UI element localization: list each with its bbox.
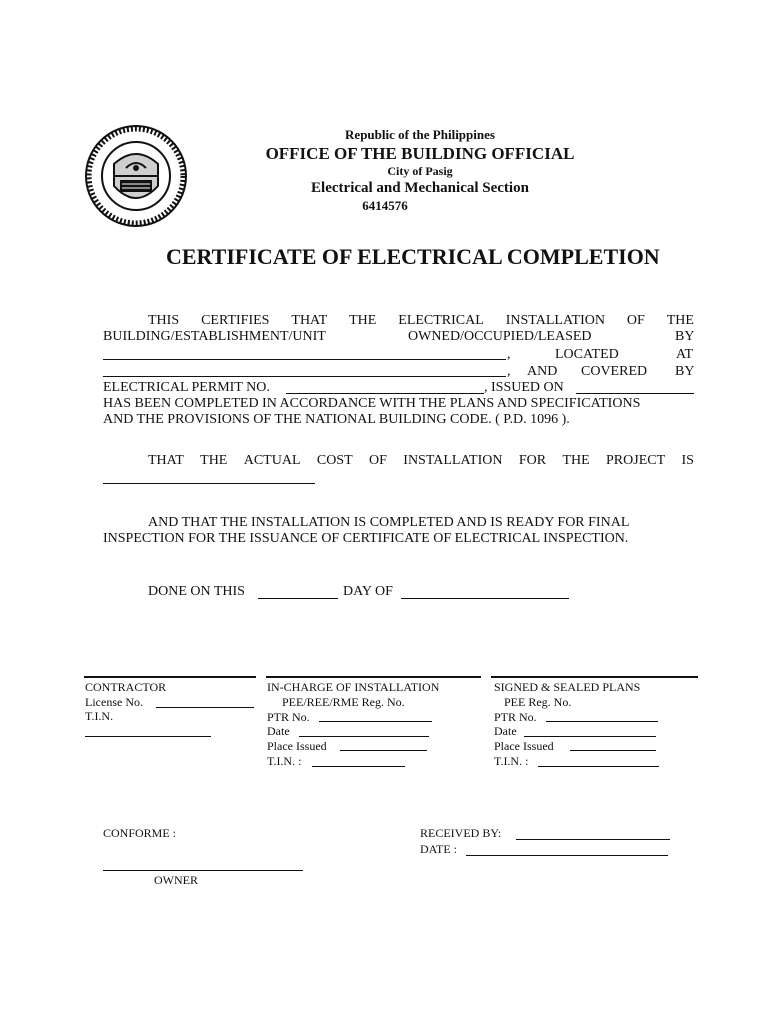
covered-label: COVERED	[581, 364, 648, 379]
word: THE	[562, 453, 590, 468]
word: THE	[666, 313, 694, 328]
signed-tin-field[interactable]	[538, 766, 659, 767]
word: FOR	[518, 453, 547, 468]
comma-2: ,	[507, 364, 511, 379]
section-name: Electrical and Mechanical Section	[311, 180, 529, 196]
contractor-signature-line[interactable]	[84, 676, 256, 678]
incharge-date-label: Date	[267, 724, 290, 738]
incharge-title: IN-CHARGE OF INSTALLATION	[267, 680, 440, 694]
cost-line	[148, 453, 694, 469]
provisions-line: AND THE PROVISIONS OF THE NATIONAL BUILDING CODE. ( P.D. 1096 ).	[103, 412, 570, 427]
word: ACTUAL	[243, 453, 301, 468]
signed-place-field[interactable]	[570, 750, 656, 751]
owner-name-field[interactable]	[103, 359, 506, 360]
comma-1: ,	[507, 347, 511, 362]
cost-field[interactable]	[103, 483, 315, 484]
word: OF	[626, 313, 645, 328]
conforme-label: CONFORME :	[103, 826, 177, 840]
word: THE	[349, 313, 377, 328]
page-title: CERTIFICATE OF ELECTRICAL COMPLETION	[166, 244, 660, 269]
word: PROJECT	[606, 453, 666, 468]
by-label-2: BY	[675, 364, 695, 379]
signed-date-label: Date	[494, 724, 517, 738]
word: THE	[200, 453, 228, 468]
word: OF	[369, 453, 387, 468]
month-field[interactable]	[401, 598, 569, 599]
word: INSTALLATION	[505, 313, 605, 328]
word: IS	[681, 453, 694, 468]
incharge-place-label: Place Issued	[267, 739, 327, 753]
by-label-1: BY	[675, 329, 695, 344]
contractor-tin-label: T.I.N.	[85, 709, 114, 723]
word: ELECTRICAL	[398, 313, 484, 328]
incharge-reg-label: PEE/REE/RME Reg. No.	[282, 695, 405, 709]
incharge-signature-line[interactable]	[266, 676, 481, 678]
owner-label: OWNER	[154, 873, 198, 887]
cert-line-1	[148, 313, 694, 329]
signed-title: SIGNED & SEALED PLANS	[494, 680, 641, 694]
word: INSTALLATION	[403, 453, 503, 468]
license-field[interactable]	[156, 707, 254, 708]
incharge-ptr-field[interactable]	[319, 721, 432, 722]
owner-signature-line[interactable]	[103, 870, 303, 871]
building-type-label: BUILDING/ESTABLISHMENT/UNIT	[103, 329, 326, 344]
country-line: Republic of the Philippines	[345, 127, 495, 142]
done-on-label: DONE ON THIS	[148, 584, 245, 599]
signed-place-label: Place Issued	[494, 739, 554, 753]
date-field[interactable]	[466, 855, 668, 856]
incharge-tin-field[interactable]	[312, 766, 405, 767]
received-by-label: RECEIVED BY:	[420, 826, 502, 840]
owned-label: OWNED/OCCUPIED/LEASED	[408, 329, 592, 344]
date-label: DATE :	[420, 842, 457, 856]
signed-date-field[interactable]	[524, 736, 656, 737]
issued-on-label: , ISSUED ON	[484, 380, 564, 395]
word: CERTIFIES	[201, 313, 270, 328]
incharge-tin-label: T.I.N. :	[267, 754, 302, 768]
completed-line: HAS BEEN COMPLETED IN ACCORDANCE WITH THE PLANS AND SPECIFICATIONS	[103, 396, 641, 411]
signed-reg-label: PEE Reg. No.	[504, 695, 572, 709]
incharge-ptr-label: PTR No.	[267, 710, 310, 724]
word: THAT	[148, 453, 184, 468]
word: THAT	[291, 313, 328, 328]
location-field[interactable]	[103, 376, 506, 377]
received-by-field[interactable]	[516, 839, 670, 840]
contractor-tin-field[interactable]	[85, 736, 211, 737]
word: COST	[316, 453, 353, 468]
incharge-place-field[interactable]	[340, 750, 427, 751]
signed-ptr-field[interactable]	[546, 721, 658, 722]
contractor-title: CONTRACTOR	[85, 680, 167, 694]
signed-tin-label: T.I.N. :	[494, 754, 529, 768]
city-line: City of Pasig	[387, 164, 453, 178]
license-label: License No.	[85, 695, 143, 709]
word: THIS	[148, 313, 180, 328]
phone-number: 6414576	[362, 198, 408, 213]
office-name: OFFICE OF THE BUILDING OFFICIAL	[265, 144, 575, 163]
at-label: AT	[676, 347, 694, 362]
permit-no-label: ELECTRICAL PERMIT NO.	[103, 380, 270, 395]
ready-line-2: INSPECTION FOR THE ISSUANCE OF CERTIFICATE OF ELECTRICAL INSPECTION.	[103, 531, 629, 546]
day-of-label: DAY OF	[343, 584, 393, 599]
signed-signature-line[interactable]	[491, 676, 698, 678]
located-label: LOCATED	[555, 347, 619, 362]
ready-line-1: AND THAT THE INSTALLATION IS COMPLETED AND IS READY FOR FINAL	[148, 515, 630, 530]
incharge-date-field[interactable]	[299, 736, 429, 737]
day-field[interactable]	[258, 598, 338, 599]
and-label: AND	[527, 364, 558, 379]
issued-on-field[interactable]	[576, 393, 694, 394]
signed-ptr-label: PTR No.	[494, 710, 537, 724]
permit-no-field[interactable]	[286, 393, 484, 394]
